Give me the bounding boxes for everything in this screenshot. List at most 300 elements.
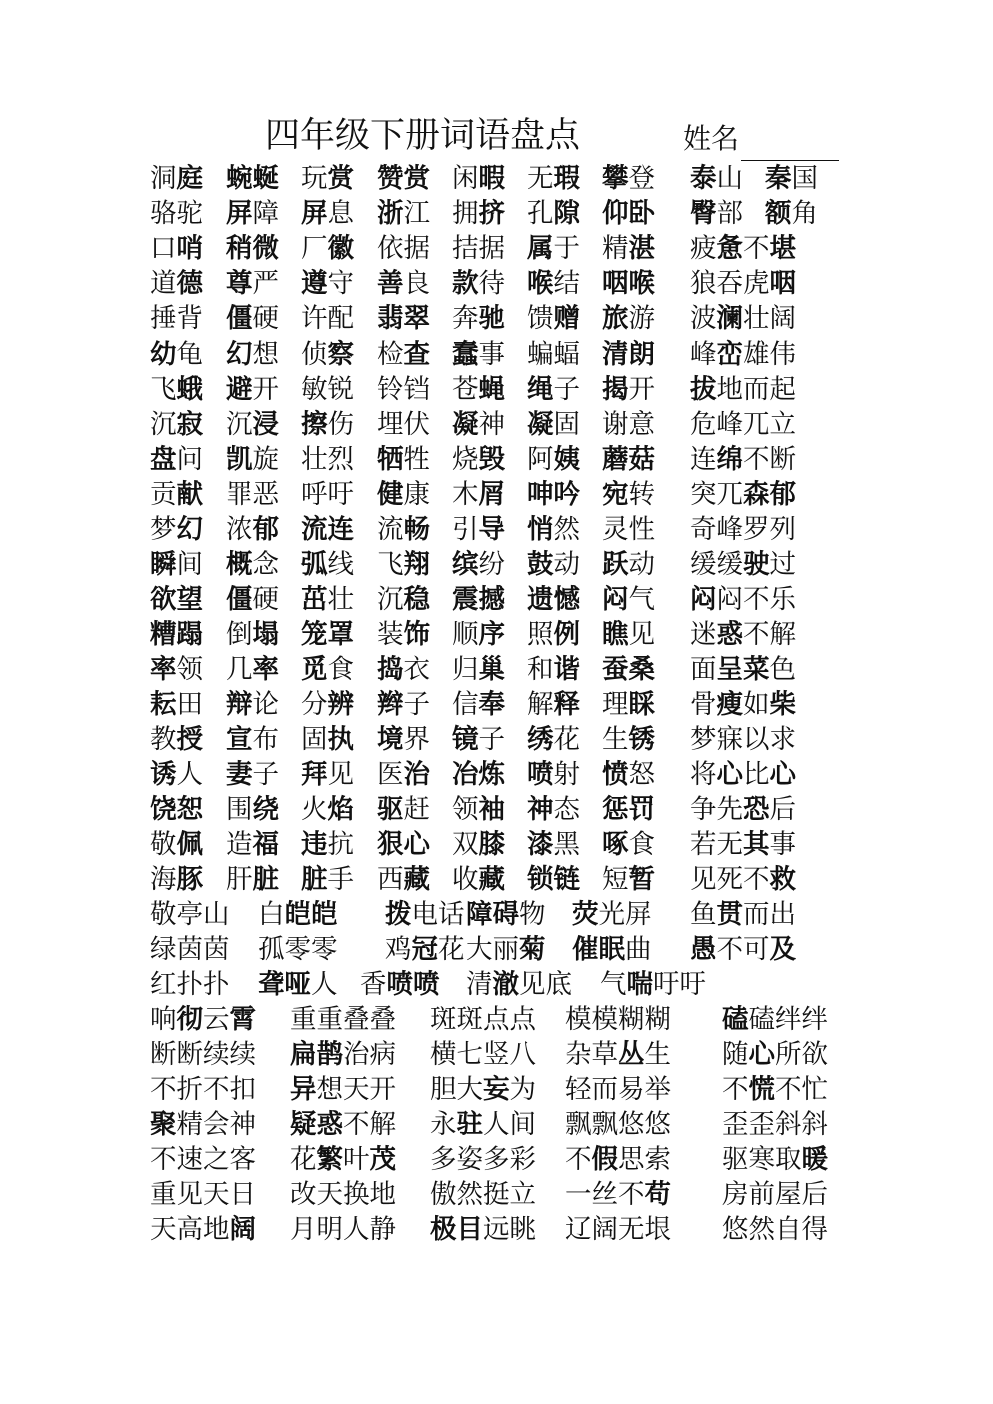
emphasized-character: 极目 [430, 1214, 483, 1245]
vocabulary-word: 幼龟 [150, 339, 203, 370]
emphasized-character: 徽 [327, 233, 354, 264]
vocabulary-word: 宣布 [226, 724, 279, 755]
vocabulary-word: 精湛 [602, 233, 655, 264]
emphasized-character: 凝 [527, 409, 554, 440]
emphasized-character: 假 [591, 1144, 618, 1175]
vocabulary-word: 突兀森郁 [690, 479, 796, 510]
vocabulary-word: 道德 [150, 268, 203, 299]
emphasized-character: 尊 [226, 268, 253, 299]
word-row [0, 1178, 993, 1212]
vocabulary-word: 狼吞虎咽 [690, 268, 796, 299]
word-row [0, 793, 993, 827]
vocabulary-word: 喷射 [527, 759, 580, 790]
emphasized-character: 概 [226, 549, 253, 580]
vocabulary-word: 敬佩 [150, 829, 203, 860]
vocabulary-word [602, 793, 655, 827]
word-row [0, 197, 993, 231]
emphasized-character: 绕 [252, 794, 279, 825]
emphasized-character: 救 [769, 864, 796, 895]
vocabulary-word [301, 513, 354, 547]
emphasized-character: 柴 [769, 689, 796, 720]
name-label: 姓名 [683, 122, 740, 155]
vocabulary-word: 违抗 [301, 829, 354, 860]
vocabulary-word: 屏障 [226, 198, 279, 229]
emphasized-character: 闷 [602, 584, 629, 615]
vocabulary-word: 傲然挺立 [430, 1179, 536, 1210]
emphasized-character: 睬 [628, 689, 655, 720]
emphasized-character: 喉 [527, 268, 554, 299]
emphasized-character: 遵 [301, 268, 328, 299]
word-row [0, 583, 993, 617]
vocabulary-word: 照例 [527, 619, 580, 650]
emphasized-character: 违 [301, 829, 328, 860]
vocabulary-word: 拥挤 [452, 198, 505, 229]
emphasized-character: 妄 [483, 1074, 510, 1105]
vocabulary-word: 阿姨 [527, 444, 580, 475]
vocabulary-word: 喉结 [527, 268, 580, 299]
emphasized-character: 豚 [176, 864, 203, 895]
vocabulary-word: 改天换地 [290, 1179, 396, 1210]
vocabulary-word: 月明人静 [290, 1214, 396, 1245]
vocabulary-word: 断断续续 [150, 1039, 256, 1070]
emphasized-character: 森郁 [743, 479, 796, 510]
vocabulary-word: 概念 [226, 549, 279, 580]
vocabulary-word: 归巢 [452, 654, 505, 685]
vocabulary-word: 旅游 [602, 303, 655, 334]
emphasized-character: 僵 [226, 303, 253, 334]
emphasized-character: 福 [252, 829, 279, 860]
vocabulary-word: 揭开 [602, 374, 655, 405]
vocabulary-word: 天高地阔 [150, 1214, 256, 1245]
emphasized-character: 峦 [716, 339, 743, 370]
vocabulary-word: 款待 [452, 268, 505, 299]
emphasized-character: 属 [527, 233, 554, 264]
vocabulary-word: 多姿多彩 [430, 1144, 536, 1175]
vocabulary-word: 聋哑人 [258, 969, 338, 1000]
vocabulary-word [150, 793, 203, 827]
vocabulary-word: 凝神 [452, 409, 505, 440]
emphasized-character: 缤 [452, 549, 479, 580]
emphasized-character: 催眠 [572, 934, 625, 965]
vocabulary-word: 聚精会神 [150, 1109, 256, 1140]
emphasized-character: 蛾 [176, 374, 203, 405]
vocabulary-word: 木屑 [452, 479, 505, 510]
vocabulary-word: 极目远眺 [430, 1214, 536, 1245]
emphasized-character: 膝 [478, 829, 505, 860]
emphasized-character: 蜿蜒 [226, 163, 279, 194]
vocabulary-word: 永驻人间 [430, 1109, 536, 1140]
emphasized-character: 仰卧 [602, 198, 655, 229]
vocabulary-word: 短暂 [602, 864, 655, 895]
vocabulary-word [377, 162, 430, 196]
emphasized-character: 屏 [301, 198, 328, 229]
vocabulary-word: 捣衣 [377, 654, 430, 685]
emphasized-character: 谐 [553, 654, 580, 685]
vocabulary-word: 属于 [527, 233, 580, 264]
vocabulary-word: 鸡冠花 [385, 934, 465, 965]
emphasized-character: 皑皑 [284, 899, 338, 930]
emphasized-character: 冠 [411, 934, 438, 965]
emphasized-character: 震撼 [452, 584, 505, 615]
emphasized-character: 揭 [602, 374, 629, 405]
word-row [0, 933, 993, 967]
emphasized-character: 恐 [743, 794, 770, 825]
emphasized-character: 秦 [765, 163, 792, 194]
vocabulary-word: 侦察 [301, 339, 354, 370]
emphasized-character: 稳 [403, 584, 430, 615]
vocabulary-word: 不速之客 [150, 1144, 256, 1175]
emphasized-character: 闷 [690, 584, 717, 615]
vocabulary-word: 沉浸 [226, 409, 279, 440]
emphasized-character: 姨 [553, 444, 580, 475]
emphasized-character: 赏 [327, 163, 354, 194]
vocabulary-word: 一丝不苟 [565, 1179, 671, 1210]
emphasized-character: 佩 [176, 829, 203, 860]
vocabulary-word: 信奉 [452, 689, 505, 720]
emphasized-character: 弧 [301, 549, 328, 580]
emphasized-character: 饶恕 [150, 794, 203, 825]
emphasized-character: 锈 [628, 724, 655, 755]
vocabulary-word: 呼吁 [301, 479, 354, 510]
vocabulary-word: 重见天日 [150, 1179, 256, 1210]
emphasized-character: 察 [327, 339, 354, 370]
emphasized-character: 愤 [602, 759, 629, 790]
vocabulary-word: 贡献 [150, 479, 203, 510]
emphasized-character: 澈 [492, 969, 519, 1000]
word-row [0, 232, 993, 266]
vocabulary-word [301, 618, 354, 652]
emphasized-character: 驰 [478, 303, 505, 334]
vocabulary-word: 催眠曲 [572, 934, 652, 965]
vocabulary-word: 峰峦雄伟 [690, 339, 796, 370]
emphasized-character: 藏 [478, 864, 505, 895]
emphasized-character: 啄 [602, 829, 629, 860]
vocabulary-word: 妻子 [226, 759, 279, 790]
emphasized-character: 境 [377, 724, 404, 755]
vocabulary-word: 厂徽 [301, 233, 354, 264]
vocabulary-word: 秦国 [765, 163, 818, 194]
vocabulary-word: 和谐 [527, 654, 580, 685]
vocabulary-word: 牺牲 [377, 444, 430, 475]
vocabulary-word [226, 162, 279, 196]
vocabulary-word: 飞蛾 [150, 374, 203, 405]
word-row [0, 478, 993, 512]
vocabulary-word: 扁鹊治病 [290, 1039, 396, 1070]
emphasized-character: 瞧 [602, 619, 629, 650]
emphasized-character: 澜 [716, 303, 743, 334]
emphasized-character: 霄 [229, 1004, 256, 1035]
emphasized-character: 咽 [769, 268, 796, 299]
vocabulary-word: 磕磕绊绊 [722, 1004, 828, 1035]
vocabulary-word: 白皑皑 [258, 899, 338, 930]
vocabulary-word: 装饰 [377, 619, 430, 650]
emphasized-character: 喘 [626, 969, 653, 1000]
vocabulary-word: 随心所欲 [722, 1039, 828, 1070]
vocabulary-word [527, 863, 580, 897]
emphasized-character: 瞬 [150, 549, 177, 580]
emphasized-character: 繁 [316, 1144, 343, 1175]
vocabulary-word: 敬亭山 [150, 899, 230, 930]
emphasized-character: 聋哑 [258, 969, 311, 1000]
vocabulary-word: 僵硬 [226, 303, 279, 334]
emphasized-character: 心 [748, 1039, 775, 1070]
vocabulary-word: 障碍物 [466, 899, 546, 930]
vocabulary-word: 领袖 [452, 794, 505, 825]
vocabulary-word: 教授 [150, 724, 203, 755]
vocabulary-word: 见死不救 [690, 864, 796, 895]
emphasized-character: 凝 [452, 409, 479, 440]
emphasized-character: 贯 [716, 899, 743, 930]
vocabulary-word: 闲暇 [452, 163, 505, 194]
vocabulary-word: 闷闷不乐 [690, 584, 796, 615]
emphasized-character: 喷喷 [386, 969, 440, 1000]
vocabulary-word: 房前屋后 [722, 1179, 828, 1210]
vocabulary-word [602, 267, 655, 301]
emphasized-character: 欲望 [150, 584, 203, 615]
emphasized-character: 暇 [478, 163, 505, 194]
vocabulary-word: 西藏 [377, 864, 430, 895]
vocabulary-word: 清澈见底 [466, 969, 572, 1000]
emphasized-character: 稍微 [226, 233, 279, 264]
vocabulary-word: 将心比心 [690, 759, 796, 790]
vocabulary-word: 灵性 [602, 514, 655, 545]
emphasized-character: 庭 [176, 163, 203, 194]
emphasized-character: 凯 [226, 444, 253, 475]
vocabulary-word: 闷气 [602, 584, 655, 615]
vocabulary-word: 生锈 [602, 724, 655, 755]
emphasized-character: 翡翠 [377, 303, 430, 334]
emphasized-character: 流连 [301, 514, 354, 545]
emphasized-character: 遗憾 [527, 584, 580, 615]
vocabulary-word: 遵守 [301, 268, 354, 299]
emphasized-character: 畅 [403, 514, 430, 545]
emphasized-character: 蝇 [478, 374, 505, 405]
vocabulary-word: 鼓动 [527, 549, 580, 580]
emphasized-character: 漆 [527, 829, 554, 860]
vocabulary-word: 觅食 [301, 654, 354, 685]
vocabulary-word: 孤零零 [258, 934, 338, 965]
emphasized-character: 健 [377, 479, 404, 510]
emphasized-character: 隙 [553, 198, 580, 229]
vocabulary-word: 飞翔 [377, 549, 430, 580]
emphasized-character: 盘 [150, 444, 177, 475]
vocabulary-word: 愚不可及 [690, 934, 796, 965]
emphasized-character: 心 [769, 759, 796, 790]
vocabulary-word: 医治 [377, 759, 430, 790]
emphasized-character: 清朗 [602, 339, 655, 370]
emphasized-character: 绣 [527, 724, 554, 755]
emphasized-character: 捣 [377, 654, 404, 685]
emphasized-character: 蚕桑 [602, 654, 655, 685]
vocabulary-word: 不假思索 [565, 1144, 671, 1175]
emphasized-character: 奉 [478, 689, 505, 720]
emphasized-character: 心 [716, 759, 743, 790]
emphasized-character: 异 [290, 1074, 317, 1105]
vocabulary-word: 拔地而起 [690, 374, 796, 405]
emphasized-character: 宣 [226, 724, 253, 755]
vocabulary-word: 境界 [377, 724, 430, 755]
vocabulary-word [452, 583, 505, 617]
vocabulary-word: 啄食 [602, 829, 655, 860]
word-row [0, 758, 993, 792]
vocabulary-word [602, 653, 655, 687]
vocabulary-word: 面呈菜色 [690, 654, 796, 685]
vocabulary-word: 攀登 [602, 163, 655, 194]
vocabulary-word: 神态 [527, 794, 580, 825]
emphasized-character: 泰 [690, 163, 717, 194]
emphasized-character: 脏 [252, 864, 279, 895]
emphasized-character: 治 [403, 759, 430, 790]
emphasized-character: 狠心 [377, 829, 430, 860]
vocabulary-word: 梦幻 [150, 514, 203, 545]
vocabulary-word: 若无其事 [690, 829, 796, 860]
emphasized-character: 绵 [716, 444, 743, 475]
word-row [0, 302, 993, 336]
emphasized-character: 阔 [229, 1214, 256, 1245]
vocabulary-word: 脏手 [301, 864, 354, 895]
vocabulary-word: 洞庭 [150, 163, 203, 194]
vocabulary-word: 诱人 [150, 759, 203, 790]
emphasized-character: 暂 [628, 864, 655, 895]
vocabulary-word: 沉稳 [377, 584, 430, 615]
vocabulary-word: 气喘吁吁 [600, 969, 706, 1000]
emphasized-character: 神 [527, 794, 554, 825]
emphasized-character: 郁 [252, 514, 279, 545]
vocabulary-word: 争先恐后 [690, 794, 796, 825]
vocabulary-word: 馈赠 [527, 303, 580, 334]
vocabulary-word: 愤怒 [602, 759, 655, 790]
vocabulary-word: 肝脏 [226, 864, 279, 895]
vocabulary-word: 香喷喷 [360, 969, 440, 1000]
vocabulary-word: 埋伏 [377, 409, 430, 440]
word-row [0, 828, 993, 862]
emphasized-character: 菊 [519, 934, 546, 965]
vocabulary-word: 跃动 [602, 549, 655, 580]
vocabulary-word: 烧毁 [452, 444, 505, 475]
vocabulary-word: 弧线 [301, 549, 354, 580]
vocabulary-word: 漆黑 [527, 829, 580, 860]
vocabulary-word: 骆驼 [150, 198, 203, 229]
emphasized-character: 查 [403, 339, 430, 370]
emphasized-character: 喷 [527, 759, 554, 790]
vocabulary-word: 顺序 [452, 619, 505, 650]
vocabulary-word: 宛转 [602, 479, 655, 510]
vocabulary-word: 屏息 [301, 198, 354, 229]
vocabulary-word [602, 443, 655, 477]
vocabulary-word: 口哨 [150, 233, 203, 264]
emphasized-character: 聚 [150, 1109, 177, 1140]
emphasized-character: 辩 [226, 689, 253, 720]
vocabulary-word: 不折不扣 [150, 1074, 256, 1105]
vocabulary-word: 花繁叶茂 [290, 1144, 396, 1175]
vocabulary-word: 造福 [226, 829, 279, 860]
emphasized-character: 笼罩 [301, 619, 354, 650]
emphasized-character: 妻 [226, 759, 253, 790]
vocabulary-word: 依据 [377, 233, 430, 264]
vocabulary-word: 火焰 [301, 794, 354, 825]
emphasized-character: 蠢 [452, 339, 479, 370]
emphasized-character: 呈菜 [716, 654, 770, 685]
vocabulary-word: 幻想 [226, 339, 279, 370]
emphasized-character: 僵 [226, 584, 253, 615]
emphasized-character: 藏 [403, 864, 430, 895]
vocabulary-word: 异想天开 [290, 1074, 396, 1105]
vocabulary-word: 海豚 [150, 864, 203, 895]
emphasized-character: 瘦 [716, 689, 743, 720]
vocabulary-word [527, 583, 580, 617]
vocabulary-word: 不慌不忙 [722, 1074, 828, 1105]
vocabulary-word: 谢意 [602, 409, 655, 440]
vocabulary-word: 斑斑点点 [430, 1004, 536, 1035]
vocabulary-word: 检查 [377, 339, 430, 370]
emphasized-character: 拜 [301, 759, 328, 790]
emphasized-character: 及 [769, 934, 796, 965]
vocabulary-word: 健康 [377, 479, 430, 510]
vocabulary-word [602, 197, 655, 231]
emphasized-character: 驱 [377, 794, 404, 825]
emphasized-character: 哨 [176, 233, 203, 264]
word-row [0, 1213, 993, 1247]
emphasized-character: 镜 [452, 724, 479, 755]
emphasized-character: 塌 [252, 619, 279, 650]
word-row [0, 373, 993, 407]
vocabulary-word: 奇峰罗列 [690, 514, 796, 545]
vocabulary-word: 荧光屏 [572, 899, 652, 930]
vocabulary-word: 模模糊糊 [565, 1004, 671, 1035]
emphasized-character: 善 [377, 268, 404, 299]
vocabulary-word: 辩论 [226, 689, 279, 720]
vocabulary-word [452, 758, 505, 792]
vocabulary-word: 迷惑不解 [690, 619, 796, 650]
emphasized-character: 呻吟 [527, 479, 580, 510]
word-row [0, 1073, 993, 1107]
vocabulary-word [377, 828, 430, 862]
vocabulary-word: 苍蝇 [452, 374, 505, 405]
vocabulary-word: 横七竖八 [430, 1039, 536, 1070]
vocabulary-word: 围绕 [226, 794, 279, 825]
vocabulary-word: 引导 [452, 514, 505, 545]
vocabulary-word [150, 618, 203, 652]
vocabulary-word [226, 232, 279, 266]
vocabulary-word: 波澜壮阔 [690, 303, 796, 334]
emphasized-character: 挤 [478, 198, 505, 229]
vocabulary-word: 骨瘦如柴 [690, 689, 796, 720]
emphasized-character: 耘 [150, 689, 177, 720]
vocabulary-word: 响彻云霄 [150, 1004, 256, 1035]
vocabulary-word: 绿茵茵 [150, 934, 230, 965]
vocabulary-word: 盘问 [150, 444, 203, 475]
vocabulary-word: 绣花 [527, 724, 580, 755]
word-row [0, 653, 993, 687]
vocabulary-word: 连绵不断 [690, 444, 796, 475]
vocabulary-word: 率领 [150, 654, 203, 685]
emphasized-character: 苟 [644, 1179, 671, 1210]
vocabulary-word: 红扑扑 [150, 969, 230, 1000]
emphasized-character: 释 [553, 689, 580, 720]
vocabulary-word: 大丽菊 [466, 934, 546, 965]
emphasized-character: 浸 [252, 409, 279, 440]
vocabulary-word: 固执 [301, 724, 354, 755]
emphasized-character: 磕 [722, 1004, 749, 1035]
vocabulary-word: 瞬间 [150, 549, 203, 580]
emphasized-character: 赠 [553, 303, 580, 334]
emphasized-character: 袖 [478, 794, 505, 825]
emphasized-character: 导 [478, 514, 505, 545]
vocabulary-word: 奔驰 [452, 303, 505, 334]
emphasized-character: 荧 [572, 899, 599, 930]
emphasized-character: 惫 [716, 233, 743, 264]
vocabulary-word: 收藏 [452, 864, 505, 895]
